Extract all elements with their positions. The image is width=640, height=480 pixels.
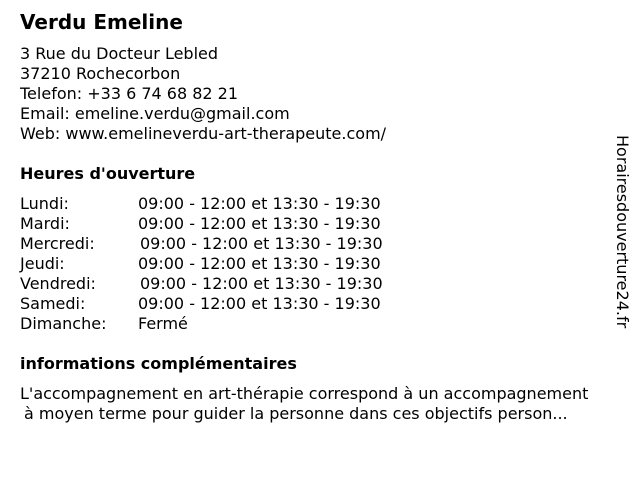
day-hours: 09:00 - 12:00 et 13:30 - 19:30: [138, 294, 381, 313]
phone-number: Telefon: +33 6 74 68 82 21: [20, 84, 239, 103]
hours-row-monday: [20, 194, 440, 214]
opening-hours-title: Heures d'ouverture: [20, 164, 196, 183]
day-hours: Fermé: [138, 314, 188, 333]
hours-row-sunday: [20, 314, 440, 334]
email-address: Email: emeline.verdu@gmail.com: [20, 104, 290, 123]
day-label: Vendredi:: [20, 274, 96, 293]
address-street: 3 Rue du Docteur Lebled: [20, 44, 219, 63]
day-hours: 09:00 - 12:00 et 13:30 - 19:30: [138, 214, 381, 233]
site-watermark: Horairesdouverture24.fr: [613, 135, 632, 329]
contact-details: [20, 44, 386, 144]
hours-row-friday: [20, 274, 440, 294]
day-label: Jeudi:: [20, 254, 65, 273]
day-hours: 09:00 - 12:00 et 13:30 - 19:30: [138, 194, 381, 213]
additional-info-title: informations complémentaires: [20, 354, 297, 373]
description-line: à moyen terme pour guider la personne dans ces objectifs person...: [24, 404, 568, 423]
day-hours: 09:00 - 12:00 et 13:30 - 19:30: [138, 254, 381, 273]
hours-row-thursday: [20, 254, 440, 274]
day-hours: 09:00 - 12:00 et 13:30 - 19:30: [140, 234, 383, 253]
description-line: L'accompagnement en art-thérapie correspond à un accompagnement: [20, 384, 589, 403]
day-label: Mercredi:: [20, 234, 95, 253]
day-label: Mardi:: [20, 214, 70, 233]
hours-row-tuesday: [20, 214, 440, 234]
day-hours: 09:00 - 12:00 et 13:30 - 19:30: [140, 274, 383, 293]
opening-hours-list: [20, 194, 440, 334]
day-label: Samedi:: [20, 294, 86, 313]
address-city: 37210 Rochecorbon: [20, 64, 181, 83]
business-name: Verdu Emeline: [20, 10, 183, 34]
day-label: Dimanche:: [20, 314, 107, 333]
day-label: Lundi:: [20, 194, 69, 213]
additional-info-text: [20, 384, 632, 424]
hours-row-saturday: [20, 294, 440, 314]
hours-row-wednesday: [20, 234, 440, 254]
website-url: Web: www.emelineverdu-art-therapeute.com/: [20, 124, 387, 143]
